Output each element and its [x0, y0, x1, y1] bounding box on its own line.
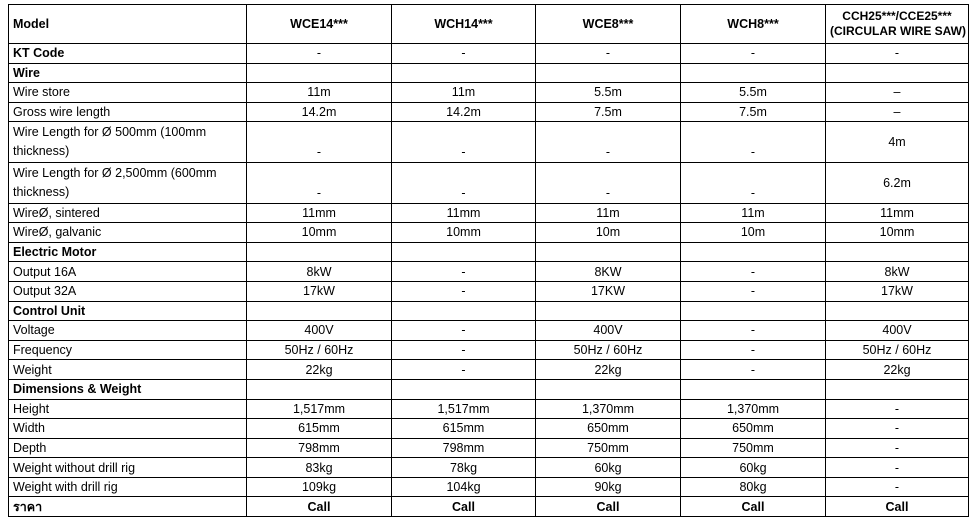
- table-row: [9, 63, 969, 83]
- table-cell: 22kg: [536, 360, 681, 380]
- row-label: KT Code: [9, 44, 247, 64]
- table-row: [9, 44, 969, 64]
- table-cell: [826, 301, 969, 321]
- table-cell: 10m: [681, 223, 826, 243]
- table-cell: [392, 301, 536, 321]
- table-cell: [681, 242, 826, 262]
- table-cell: 5.5m: [536, 83, 681, 103]
- table-cell: 11m: [681, 203, 826, 223]
- table-cell: 83kg: [247, 458, 392, 478]
- table-cell: -: [681, 162, 826, 203]
- table-row: [9, 458, 969, 478]
- table-cell: -: [392, 162, 536, 203]
- table-cell: [681, 379, 826, 399]
- table-cell: -: [392, 44, 536, 64]
- table-row: [9, 122, 969, 163]
- table-cell: 6.2m: [826, 162, 969, 203]
- table-row: [9, 223, 969, 243]
- row-label: WireØ, galvanic: [9, 223, 247, 243]
- table-cell: Call: [681, 497, 826, 517]
- table-cell: -: [392, 340, 536, 360]
- table-cell: Call: [536, 497, 681, 517]
- table-cell: -: [826, 44, 969, 64]
- table-cell: 11mm: [392, 203, 536, 223]
- table-cell: [826, 63, 969, 83]
- table-cell: -: [826, 419, 969, 439]
- row-label: Output 16A: [9, 262, 247, 282]
- table-cell: [536, 63, 681, 83]
- table-cell: -: [392, 360, 536, 380]
- row-label: Electric Motor: [9, 242, 247, 262]
- table-cell: 17kW: [826, 281, 969, 301]
- cch25-header-line1: CCH25***/CCE25***: [842, 9, 952, 23]
- table-cell: [392, 379, 536, 399]
- row-label: Gross wire length: [9, 102, 247, 122]
- table-cell: 14.2m: [392, 102, 536, 122]
- table-cell: -: [681, 262, 826, 282]
- table-row: [9, 162, 969, 203]
- table-cell: 615mm: [392, 419, 536, 439]
- table-cell: [536, 301, 681, 321]
- table-cell: 750mm: [681, 438, 826, 458]
- row-label: Frequency: [9, 340, 247, 360]
- table-cell: 22kg: [247, 360, 392, 380]
- table-cell: [681, 301, 826, 321]
- table-cell: -: [392, 281, 536, 301]
- table-row: [9, 379, 969, 399]
- cch25-header-line2: (CIRCULAR WIRE SAW): [830, 24, 966, 38]
- table-cell: –: [826, 83, 969, 103]
- row-label: Wire: [9, 63, 247, 83]
- row-label: Control Unit: [9, 301, 247, 321]
- table-cell: 1,517mm: [392, 399, 536, 419]
- row-label: Dimensions & Weight: [9, 379, 247, 399]
- table-row: [9, 301, 969, 321]
- table-row: [9, 321, 969, 341]
- table-cell: –: [826, 102, 969, 122]
- table-cell: 50Hz / 60Hz: [536, 340, 681, 360]
- table-cell: Call: [826, 497, 969, 517]
- table-cell: 78kg: [392, 458, 536, 478]
- row-label: WireØ, sintered: [9, 203, 247, 223]
- table-row: [9, 203, 969, 223]
- table-cell: -: [536, 44, 681, 64]
- table-cell: 60kg: [681, 458, 826, 478]
- table-row: [9, 281, 969, 301]
- table-cell: 1,370mm: [536, 399, 681, 419]
- table-cell: 14.2m: [247, 102, 392, 122]
- table-cell: -: [681, 122, 826, 163]
- table-cell: 109kg: [247, 477, 392, 497]
- header-row: [9, 5, 969, 44]
- table-cell: 750mm: [536, 438, 681, 458]
- table-cell: [392, 63, 536, 83]
- table-cell: 10m: [536, 223, 681, 243]
- row-label: Wire Length for Ø 500mm (100mm thickness): [9, 122, 247, 163]
- table-cell: [681, 63, 826, 83]
- table-cell: 8kW: [826, 262, 969, 282]
- table-cell: -: [536, 122, 681, 163]
- table-row: [9, 419, 969, 439]
- table-cell: [247, 242, 392, 262]
- table-cell: 5.5m: [681, 83, 826, 103]
- table-cell: 650mm: [536, 419, 681, 439]
- table-cell: [826, 379, 969, 399]
- table-cell: -: [681, 281, 826, 301]
- table-cell: 650mm: [681, 419, 826, 439]
- wce14-header: WCE14***: [247, 5, 392, 44]
- table-cell: -: [681, 340, 826, 360]
- table-cell: -: [681, 44, 826, 64]
- table-cell: -: [247, 122, 392, 163]
- table-cell: 400V: [247, 321, 392, 341]
- table-cell: -: [826, 477, 969, 497]
- row-label: Weight: [9, 360, 247, 380]
- table-cell: 11m: [392, 83, 536, 103]
- table-cell: -: [247, 162, 392, 203]
- table-row: [9, 262, 969, 282]
- table-row: [9, 360, 969, 380]
- table-row: [9, 399, 969, 419]
- table-cell: [247, 379, 392, 399]
- row-label: Weight without drill rig: [9, 458, 247, 478]
- table-row: [9, 102, 969, 122]
- table-cell: [247, 301, 392, 321]
- spec-table-body: [9, 44, 969, 517]
- table-cell: 11m: [536, 203, 681, 223]
- table-cell: -: [681, 321, 826, 341]
- wch14-header: WCH14***: [392, 5, 536, 44]
- row-label: Width: [9, 419, 247, 439]
- table-cell: 400V: [536, 321, 681, 341]
- table-cell: [247, 63, 392, 83]
- table-cell: 50Hz / 60Hz: [247, 340, 392, 360]
- table-cell: 80kg: [681, 477, 826, 497]
- row-label: Height: [9, 399, 247, 419]
- table-cell: 7.5m: [681, 102, 826, 122]
- row-label: Voltage: [9, 321, 247, 341]
- table-row: [9, 477, 969, 497]
- table-cell: 60kg: [536, 458, 681, 478]
- table-cell: 11mm: [247, 203, 392, 223]
- table-cell: 11mm: [826, 203, 969, 223]
- row-label: ราคา: [9, 497, 247, 517]
- table-cell: 4m: [826, 122, 969, 163]
- row-label: Depth: [9, 438, 247, 458]
- table-cell: 17KW: [536, 281, 681, 301]
- table-cell: 10mm: [392, 223, 536, 243]
- table-cell: 615mm: [247, 419, 392, 439]
- table-cell: 8KW: [536, 262, 681, 282]
- table-cell: 400V: [826, 321, 969, 341]
- table-cell: 7.5m: [536, 102, 681, 122]
- table-cell: -: [247, 44, 392, 64]
- table-cell: -: [392, 321, 536, 341]
- spec-table: [8, 4, 969, 517]
- table-row: [9, 438, 969, 458]
- wce8-header: WCE8***: [536, 5, 681, 44]
- row-label: Weight with drill rig: [9, 477, 247, 497]
- table-cell: 10mm: [247, 223, 392, 243]
- table-cell: 798mm: [247, 438, 392, 458]
- cch25-header: [826, 5, 969, 44]
- row-label: Output 32A: [9, 281, 247, 301]
- row-label: Wire Length for Ø 2,500mm (600mm thickness): [9, 162, 247, 203]
- table-row: [9, 83, 969, 103]
- table-cell: -: [826, 399, 969, 419]
- table-cell: [826, 242, 969, 262]
- table-cell: -: [392, 262, 536, 282]
- table-cell: 8kW: [247, 262, 392, 282]
- table-cell: 1,370mm: [681, 399, 826, 419]
- table-cell: [392, 242, 536, 262]
- table-row: [9, 497, 969, 517]
- table-cell: -: [536, 162, 681, 203]
- table-row: [9, 242, 969, 262]
- table-cell: 17kW: [247, 281, 392, 301]
- table-cell: Call: [392, 497, 536, 517]
- table-row: [9, 340, 969, 360]
- table-cell: 104kg: [392, 477, 536, 497]
- table-cell: 22kg: [826, 360, 969, 380]
- table-cell: 10mm: [826, 223, 969, 243]
- row-label: Wire store: [9, 83, 247, 103]
- table-cell: -: [826, 458, 969, 478]
- wch8-header: WCH8***: [681, 5, 826, 44]
- table-cell: Call: [247, 497, 392, 517]
- table-cell: -: [681, 360, 826, 380]
- table-cell: 11m: [247, 83, 392, 103]
- table-cell: [536, 242, 681, 262]
- table-cell: 1,517mm: [247, 399, 392, 419]
- table-cell: -: [826, 438, 969, 458]
- table-cell: [536, 379, 681, 399]
- table-cell: 90kg: [536, 477, 681, 497]
- table-cell: -: [392, 122, 536, 163]
- table-cell: 50Hz / 60Hz: [826, 340, 969, 360]
- table-cell: 798mm: [392, 438, 536, 458]
- model-header: Model: [9, 5, 247, 44]
